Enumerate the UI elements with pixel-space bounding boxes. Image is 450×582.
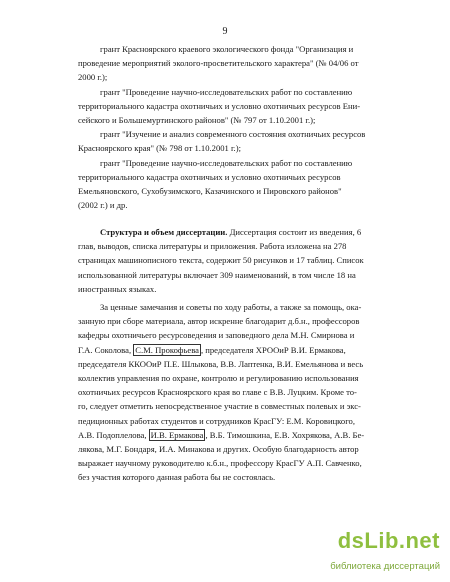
thanks-line-10-pre: А.В. Подоплелова, [78, 429, 149, 440]
watermark-subtitle: библиотека диссертаций [330, 561, 440, 572]
structure-line-1-rest: Диссертация состоит из введения, 6 [227, 227, 362, 237]
grant-3-line-2: Красноярского края" (№ 798 от 1.10.2001 г.); [78, 143, 241, 154]
thanks-line-1: За ценные замечания и советы по ходу работы, а также за помощь, ока- [100, 302, 362, 312]
thanks-line-3: кафедры охотничьего ресурсоведения и заповедного дела М.Н. Смирнова и [78, 330, 355, 341]
grant-2-line-3: сейского и Большемуртинского районов" (№ 797 от 1.10.2001 г.); [78, 115, 316, 126]
thanks-line-11: лякова, М.Г. Бондаря, И.А. Минакова и других. Особую благодарность автор [78, 444, 359, 455]
thanks-line-7: охотничьих ресурсов Красноярского края во главе с В.В. Луцким. Кроме то- [78, 387, 357, 398]
structure-paragraph [78, 225, 410, 296]
thanks-line-10 [78, 428, 410, 442]
boxed-name-prokofiev: С.М. Прокофьева [135, 344, 199, 355]
structure-heading: Структура и объем диссертации. [100, 227, 228, 237]
grant-3-line-1: грант "Изучение и анализ современного состояния охотничьих ресурсов [100, 129, 366, 140]
watermark-logo [320, 528, 440, 574]
structure-line-1 [78, 225, 410, 239]
grant-1-line-2: проведение мероприятий эколого-просветительского характера" (№ 04/06 от [78, 58, 359, 69]
structure-line-3: страницах машинописного текста, содержит 50 рисунков и 17 таблиц. Список [78, 255, 364, 266]
structure-line-4: использованной литературы включает 309 наименований, в том числе 18 на [78, 269, 356, 280]
grant-4-line-2: территориального кадастра охотничьих и условно охотничьих ресурсов [78, 171, 341, 182]
grants-section [78, 42, 410, 212]
structure-line-5: иностранных языках. [78, 283, 157, 294]
thanks-line-4 [78, 343, 410, 357]
thanks-line-13: без участия которого данная работа бы не состоялась. [78, 472, 276, 483]
thanks-line-10-post: , В.Б. Тимошкина, Е.В. Хохрякова, А.В. Бе- [205, 429, 365, 440]
thanks-line-5: председателя ККООиР П.Е. Шлыкова, В.В. Лаптенка, В.И. Емельянова и весь [78, 358, 364, 369]
watermark-title: dsLib.net [337, 528, 440, 553]
grant-2-line-2: территориального кадастра охотничьих и условно охотничьих ресурсов Ени- [78, 100, 361, 111]
acknowledgements-paragraph [78, 300, 410, 485]
boxed-name-ermakov: И.В. Ермакова [150, 429, 204, 440]
grant-4-line-4: (2002 г.) и др. [78, 200, 128, 211]
thanks-line-2: занную при сборе материала, автор искренне благодарит д.б.н., профессоров [78, 316, 360, 327]
grant-2-line-1: грант "Проведение научно-исследовательских работ по составлению [100, 86, 353, 97]
thanks-line-4-post: , председателя ХРООиР В.И. Ермакова, [200, 344, 346, 355]
thanks-line-12: выражает научному руководителю к.б.н., профессору КрасГУ А.П. Савченко, [78, 458, 362, 469]
grant-1-line-1: грант Красноярского краевого экологического фонда "Организация и [100, 44, 354, 54]
thanks-line-6: коллектив управления по охране, контролю и регулированию использования [78, 373, 359, 384]
thanks-line-4-pre: Г.А. Соколова, [78, 344, 134, 355]
thanks-line-8: го, следует отметить непосредственное участие в совместных полевых и экс- [78, 401, 361, 412]
thanks-line-9: педиционных работах студентов и сотрудников КрасГУ: Е.М. Коровицкого, [78, 415, 355, 426]
page-number: 9 [222, 26, 228, 37]
structure-line-2: глав, выводов, списка литературы и приложения. Работа изложена на 278 [78, 241, 347, 252]
grant-1-line-3: 2000 г.); [78, 72, 108, 83]
grant-4-line-3: Емельяновского, Сухобузимского, Казачинского и Пировского районов" [78, 186, 342, 197]
grant-4-line-1: грант "Проведение научно-исследовательских работ по составлению [100, 157, 353, 168]
